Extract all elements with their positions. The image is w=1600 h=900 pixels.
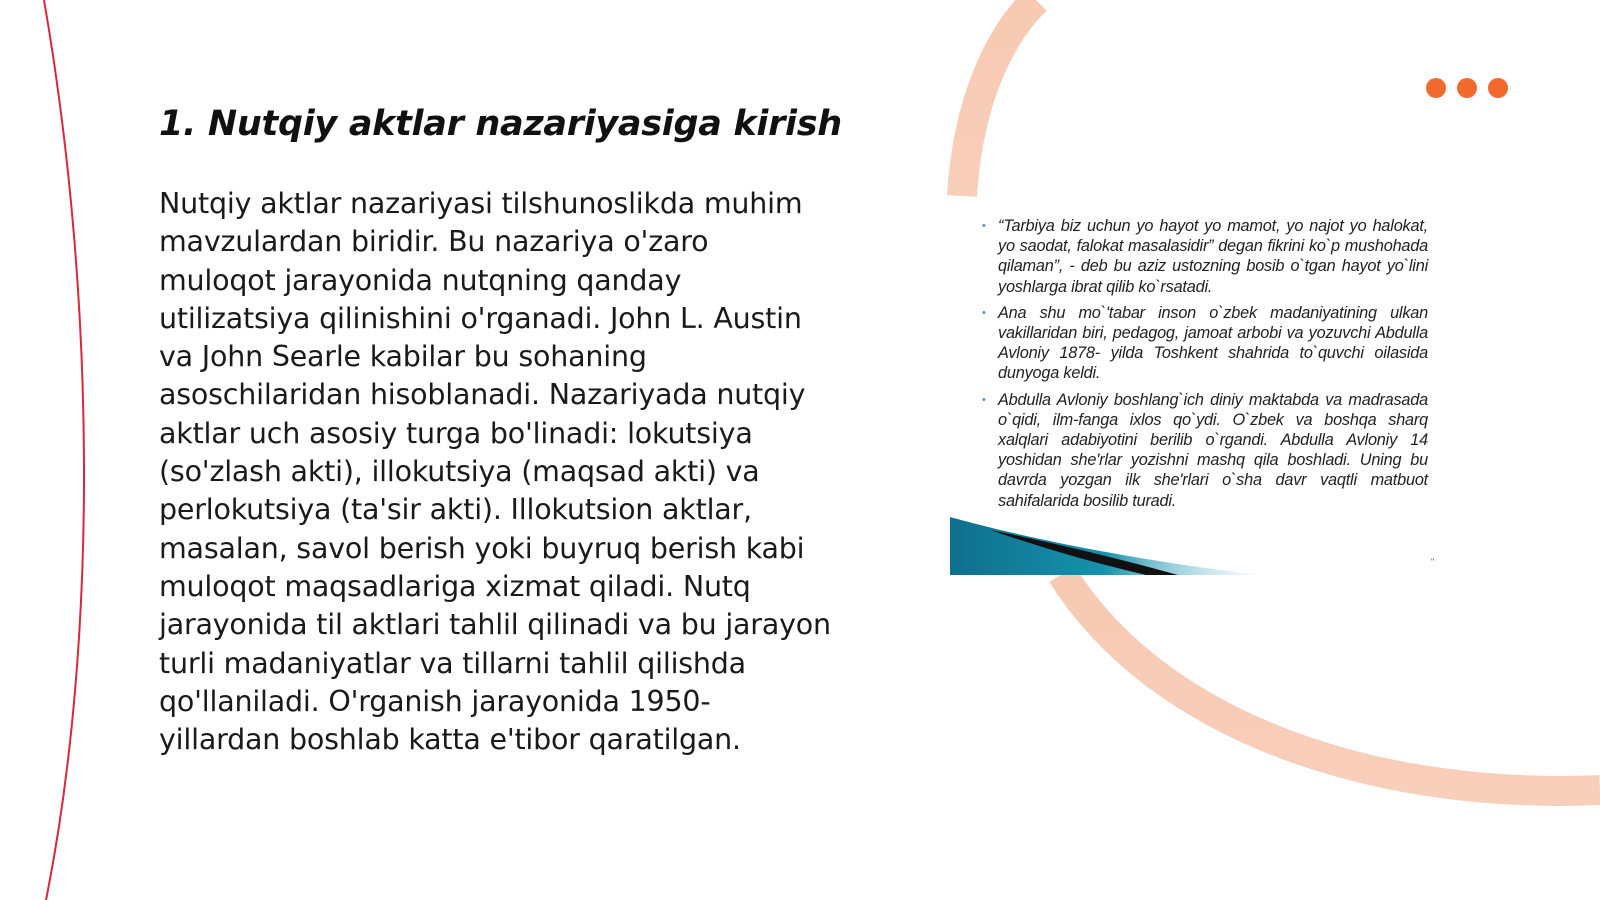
quote-item bbox=[982, 216, 1428, 297]
page-mark: " bbox=[1431, 557, 1435, 567]
orange-dot-icon bbox=[1488, 78, 1508, 98]
bullet-icon: • bbox=[982, 306, 986, 319]
quote-item bbox=[982, 390, 1428, 511]
quote-text: Ana shu mo`'tabar inson o`zbek madaniyatining ulkan vakillaridan biri, pedagog, jamoat arbobi va yozuvchi Abdulla Avloniy 1878- yilda Toshkent shahrida to`quvchi oilasida dunyoga keldi. bbox=[998, 303, 1428, 383]
decorative-dots bbox=[1426, 78, 1508, 100]
slide-title: 1. Nutqiy aktlar nazariyasiga kirish bbox=[159, 104, 842, 144]
quote-list bbox=[982, 216, 1428, 517]
orange-dot-icon bbox=[1426, 78, 1446, 98]
quote-item bbox=[982, 303, 1428, 384]
left-red-curve bbox=[44, 0, 84, 900]
quote-image-panel bbox=[950, 212, 1430, 575]
orange-dot-icon bbox=[1457, 78, 1477, 98]
slide-body-text: Nutqiy aktlar nazariyasi tilshunoslikda muhim mavzulardan biridir. Bu nazariya o'zaro muloqot jarayonida nutqning qanday utilizatsiya qilinishini o'rganadi. John L. Austin va John Searle kabilar bu sohaning asoschilaridan hisoblanadi. Nazariyada nutqiy aktlar uch asosiy turga bo'linadi: lokutsiya (so'zlash akti), illokutsiya (maqsad akti) va perlokutsiya (ta'sir akti). Illokutsion aktlar, masalan, savol berish yoki buyruq berish kabi muloqot maqsadlariga xizmat qiladi. Nutq jarayonida til aktlari tahlil qilinadi va bu jarayon turli madaniyatlar va tillarni tahlil qilishda qo'llaniladi. O'rganish jarayonida 1950-yillardan boshlab katta e'tibor qaratilgan. bbox=[159, 187, 831, 757]
quote-text: “Tarbiya biz uchun yo hayot yo mamot, yo najot yo halokat, yo saodat, falokat masalasidir” degan fikrini ko`p mushohada qilaman”, - deb bu aziz ustozning bosib o`tgan hayot yo`lini yoshlarga ibrat qilib ko`rsatadi. bbox=[998, 217, 1428, 296]
peach-arc-lower bbox=[1062, 574, 1600, 791]
bullet-icon: • bbox=[982, 220, 986, 232]
quote-text: Abdulla Avloniy boshlang`ich diniy maktabda va madrasada o`qidi, ilm-fanga ixlos qo`ydi. O`zbek va boshqa sharq xalqlari adabiyotini berilib o`rgandi. Abdulla Avloniy 14 yoshidan she'rlar yozishni mashq qila boshladi. Uning bu davrda yozgan ilk she'rlari o`sha davr vaqtli matbuot sahifalarida bosilib turadi. bbox=[998, 390, 1428, 510]
bullet-icon: • bbox=[982, 393, 986, 406]
peach-arc-upper bbox=[962, 0, 1036, 196]
